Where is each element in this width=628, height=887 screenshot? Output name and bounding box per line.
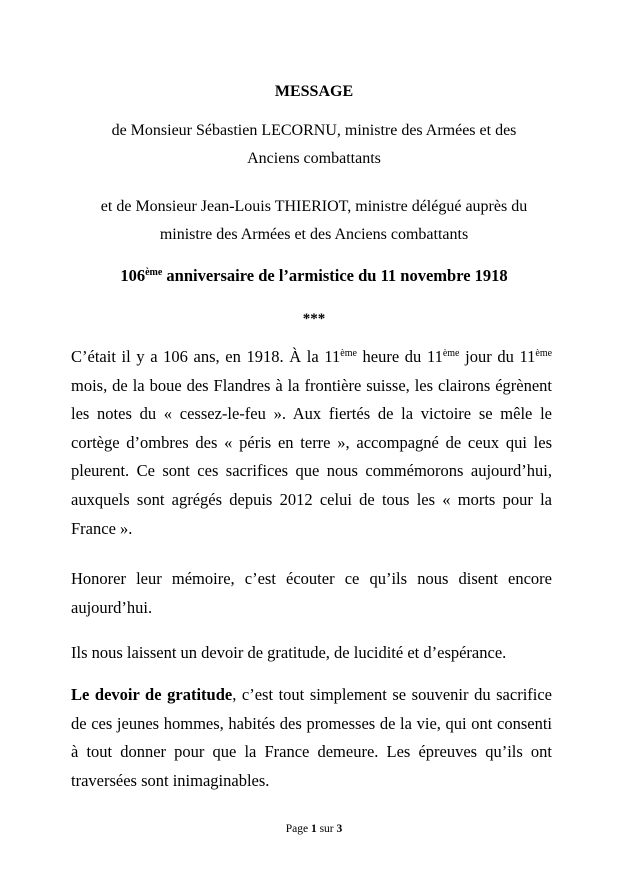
anniversary-number: 106	[120, 266, 146, 285]
paragraph-3: Ils nous laissent un devoir de gratitude, de lucidité et d’espérance.	[71, 643, 507, 662]
page-footer	[0, 823, 628, 835]
footer-middle: sur	[316, 823, 337, 835]
total-pages: 3	[336, 823, 343, 835]
ordinal-sup: ème	[442, 348, 460, 359]
paragraph-1-part-d: mois, de la boue des Flandres à la frontière suisse, les clairons égrènent les notes du « cessez-le-feu ». Aux fiertés de la victoire se mêle le cortège d’ombres des « péris en terre », accompagné de ceux qui les pleurent. Ce sont ces sacrifices que nous commémorons aujourd’hui, auxquels sont agrégés depuis 2012 celui de tous les « morts pour la France ».	[71, 375, 552, 538]
anniversary-ordinal: ème	[145, 267, 163, 278]
paragraph-4-rest: , c’est tout simplement se souvenir du sacrifice de ces jeunes hommes, habités des promesses de la vie, qui ont consenti à tout donner pour que la France demeure. Les épreuves qu’ils ont traversées sont inimaginables.	[71, 685, 553, 790]
anniversary-heading	[0, 266, 628, 286]
paragraph-1	[71, 343, 552, 543]
paragraph-2: Honorer leur mémoire, c’est écouter ce qu’ils nous disent encore aujourd’hui.	[71, 569, 552, 617]
sender-line-4: ministre des Armées et des Anciens combattants	[159, 226, 469, 243]
current-page-number: 1	[310, 823, 317, 835]
document-title: MESSAGE	[274, 83, 354, 100]
ordinal-sup: ème	[340, 348, 357, 359]
anniversary-text: anniversaire de l’armistice du 11 novembre 1918	[162, 266, 508, 285]
paragraph-1-part-b: heure du 11	[356, 347, 443, 366]
paragraph-4-bold-lead: Le devoir de gratitude	[71, 685, 233, 704]
sender-line-3: et de Monsieur Jean-Louis THIERIOT, ministre délégué auprès du	[100, 198, 528, 215]
ordinal-sup: ème	[535, 348, 553, 359]
paragraph-4	[71, 681, 552, 795]
section-separator: ***	[302, 311, 326, 327]
footer-prefix: Page	[285, 823, 311, 835]
paragraph-1-part-c: jour du 11	[459, 347, 536, 366]
sender-line-2: Anciens combattants	[247, 150, 381, 167]
sender-line-1: de Monsieur Sébastien LECORNU, ministre des Armées et des	[111, 122, 517, 139]
paragraph-1-part-a: C’était il y a 106 ans, en 1918. À la 11	[71, 347, 341, 366]
